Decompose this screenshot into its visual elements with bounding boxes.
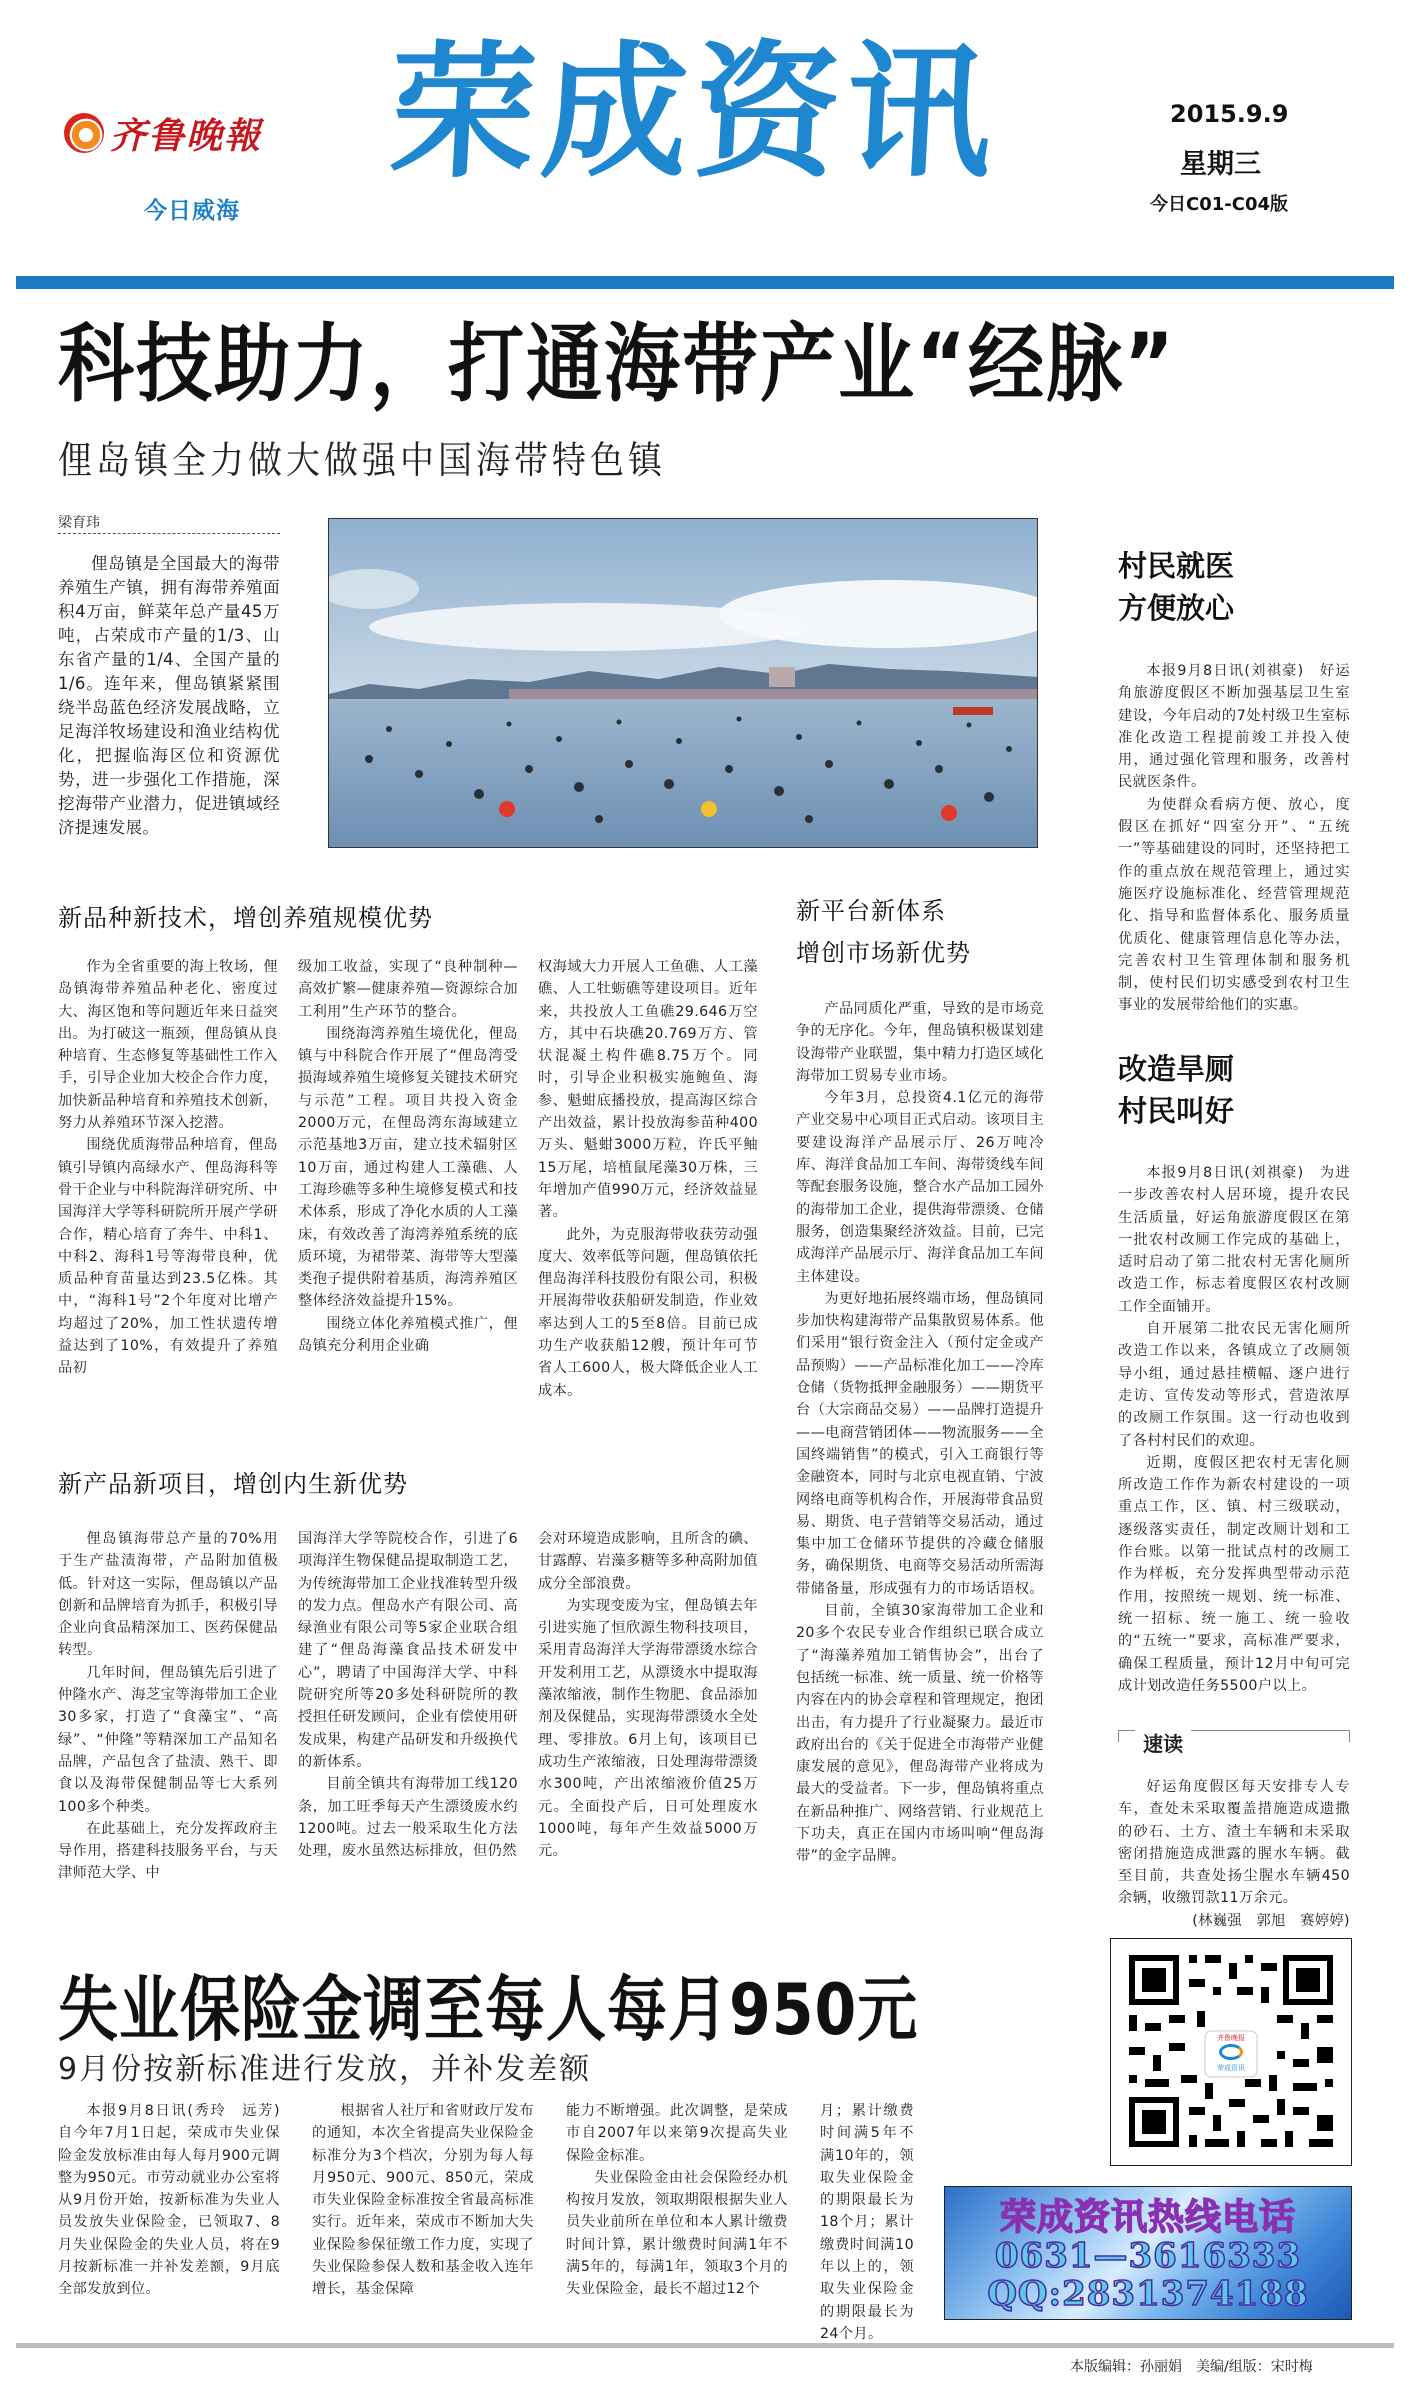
hotline-qq[interactable]: QQ:2831374188	[987, 2274, 1309, 2314]
quick-read-credit: (林巍强 郭旭 赛婷婷)	[1192, 1912, 1350, 1929]
section1-column-2	[298, 956, 518, 1357]
lead-headline: 科技助力，打通海带产业“经脉”	[58, 314, 1176, 414]
paragraph: 失业保险金由社会保险经办机构按月发放，领取期限根据失业人员失业前所在单位和本人累计缴费时间计算，累计缴费时间满1年不满5年的，每满1年，领取3个月的失业保险金，最长不超过12个	[566, 2169, 788, 2298]
sidebar-story1-title-line2: 方便放心	[1118, 591, 1235, 625]
second-column-3	[566, 2100, 788, 2301]
red-buoy	[941, 805, 957, 821]
paragraph: 目前全镇共有海带加工线120条，加工旺季每天产生漂烫废水约1200吨。过去一般采取生化方法处理，废水虽然达标排放，但仍然	[298, 1776, 518, 1860]
logo-text: 齐鲁晚報	[110, 114, 263, 157]
paragraph: 产品同质化严重，导致的是市场竞争的无序化。今年，俚岛镇积极谋划建设海带产业联盟，集中精力打造区域化海带加工贸易专业市场。	[796, 1001, 1044, 1084]
paragraph: 为使群众看病方便、放心，度假区在抓好“四室分开”、“五统一”等基础建设的同时，还坚持把工作的重点放在规范管理上，通过实施医疗设施标准化、经营管理规范化、指导和监督体系化、服务质量优质化、健康管理信息化等办法，完善农村卫生管理体制和服务机制，使村民们切实感受到农村卫生事业的发展带给他们的实惠。	[1118, 796, 1350, 1014]
section3-title	[796, 890, 971, 974]
paragraph: 自开展第二批农民无害化厕所改造工作以来，各镇成立了改厕领导小组，通过悬挂横幅、逐户进行走访、宣传发动等形式，营造浓厚的改厕工作氛围。这一行动也收到了各村村民们的欢迎。	[1118, 1321, 1350, 1449]
sidebar-story1-title	[1118, 545, 1234, 629]
paragraph: 俚岛镇海带总产量的70%用于生产盐渍海带，产品附加值极低。针对这一实际，俚岛镇以产品创新和品牌培育为抓手，积极引导企业向食品精深加工、医药保健品转型。	[58, 1531, 278, 1659]
paragraph: 几年时间，俚岛镇先后引进了仲隆水产、海芝宝等海带加工企业30多家，打造了“食藻宝”、“高绿”、“仲隆”等精深加工产品知名品牌，产品包含了盐渍、熟干、即食以及海带保健制品等七大系列100多个种类。	[58, 1664, 278, 1815]
issue-date: 2015.9.9	[1170, 100, 1289, 128]
hotline-phone[interactable]: 0631—3616333	[994, 2236, 1302, 2276]
issue-weekday: 星期三	[1180, 149, 1261, 180]
sidebar-story1-body	[1118, 660, 1350, 1017]
qr-code[interactable]	[1110, 1938, 1352, 2166]
paragraph: 根据省人社厅和省财政厅发布的通知，本次全省提高失业保险金标准分为3个档次，分别为每人每月950元、900元、850元，荣成市失业保险金标准按全省最高标准实行。近年来，荣成市不断加大失业保险参保征缴工作力度，实现了失业保险参保人数和基金收入连年增长，基金保障	[312, 2103, 534, 2298]
paragraph: 能力不断增强。此次调整，是荣成市自2007年以来第9次提高失业保险金标准。	[566, 2103, 788, 2164]
section2-column-3	[538, 1528, 758, 1862]
red-buoy	[499, 801, 515, 817]
sidebar-story2-title-line1: 改造旱厕	[1118, 1052, 1235, 1086]
paragraph: 为更好地拓展终端市场，俚岛镇同步加快构建海带产品集散贸易体系。他们采用“银行资金注入（预付定金或产品预购）——产品标准化加工——冷库仓储（货物抵押金融服务）——期货平台（大宗商品交易）——品牌打造提升——电商营销团体——物流服务——全国终端销售”的模式，引入工商银行等金融资本，同时与北京电视直销、宁波网络电商等机构合作，开展海带食品贸易、期货、电子营销等交易活动，通过集中加工仓储环节提供的冷藏仓储服务，确保期货、电商等交易活动所需海带储备量，形成强有力的市场话语权。	[796, 1290, 1044, 1597]
second-subheadline: 9月份按新标准进行发放，并补发差额	[58, 2052, 592, 2087]
quick-read-label: 速读	[1135, 1728, 1191, 1757]
editor-credit: 本版编辑：孙丽娟 美编/组版：宋时梅	[1070, 2359, 1313, 2375]
section3-title-line2: 增创市场新优势	[796, 939, 971, 967]
section3-column	[796, 998, 1044, 1868]
lead-subheadline: 俚岛镇全力做大做强中国海带特色镇	[58, 438, 666, 483]
paragraph: 近期，度假区把农村无害化厕所改造工作作为新农村建设的一项重点工作，区、镇、村三级联动，逐级落实责任，制定改厕计划和工作台账。以第一批试点村的改厕工作为样板，充分发挥典型带动示范作用，按照统一规划、统一标准、统一招标、统一施工、统一验收的“五统一”要求，高标准严要求，确保工程质量，预计12月中旬可完成计划改造任务5500户以上。	[1118, 1454, 1350, 1694]
seaweed-farm-photo	[328, 518, 1038, 848]
section-title: 荣成资讯	[385, 28, 1003, 198]
section1-column-3	[538, 956, 758, 1402]
paragraph: 国海洋大学等院校合作，引进了6项海洋生物保健品提取制造工艺，为传统海带加工企业找准转型升级的发力点。俚岛水产有限公司、高绿渔业有限公司等5家企业联合组建了“俚岛海藻食品技术研发中心”，聘请了中国海洋大学、中科院研究所等20多处科研院所的教授担任研发顾问，企业有偿使用研发成果，构建产品研发和升级换代的新体系。	[298, 1531, 518, 1770]
paragraph: 月；累计缴费时间满5年不满10年的，领取失业保险金的期限最长为18个月；累计缴费时间满10年以上的，领取失业保险金的期限最长为24个月。	[820, 2103, 914, 2342]
quick-read-body	[1118, 1776, 1350, 1932]
edition-label: 今日威海	[144, 198, 240, 224]
lead-intro-text: 俚岛镇是全国最大的海带养殖生产镇，拥有海带养殖面积4万亩，鲜菜年总产量45万吨，占荣成市产量的1/3、山东省产量的1/4、全国产量的1/6。连年来，俚岛镇紧紧围绕半岛蓝色经济发展战略，立足海洋牧场建设和渔业结构优化，把握临海区位和资源优势，进一步强化工作措施，深挖海带产业潜力，促进镇域经济提速发展。	[58, 554, 280, 837]
second-column-1	[58, 2100, 295, 2301]
paragraph: 今年3月，总投资4.1亿元的海带产业交易中心项目正式启动。该项目主要建设海洋产品展示厅、26万吨冷库、海洋食品加工车间、海带烫线车间等配套服务设施，整合水产品加工园外的海带加工企业，提供海带漂烫、仓储服务，创造集聚经济效益。目前，已完成海洋产品展示厅、海洋食品加工车间主体建设。	[796, 1090, 1044, 1285]
paragraph: 围绕海湾养殖生境优化，俚岛镇与中科院合作开展了“俚岛湾受损海域养殖生境修复关键技术研究与示范”工程。项目共投入资金2000万元，在俚岛湾东海域建立示范基地3万亩，建立技术辐射区10万亩，通过构建人工藻礁、人工海珍礁等多种生境修复模式和技术体系，形成了净化水质的人工藻床，有效改善了海湾养殖系统的底质环境，为裙带菜、海带等大型藻类孢子提供附着基质，海湾养殖区整体经济效益提升15%。	[298, 1025, 518, 1310]
byline: 梁育玮	[58, 515, 100, 531]
qr-center-logo-icon	[1219, 2044, 1243, 2060]
photo-illustration	[329, 519, 1038, 848]
yellow-buoy	[701, 801, 717, 817]
qr-center-label-top: 齐鲁晚报	[1217, 2034, 1245, 2042]
logo-swirl-icon	[64, 113, 104, 153]
quick-read-text: 好运角度假区每天安排专人专车，查处未采取覆盖措施造成遗撒的砂石、土方、渣土车辆和未采取密闭措施造成泄露的腥水车辆。截至目前，共查处扬尘腥水车辆450余辆，收缴罚款11万余元。	[1118, 1779, 1350, 1907]
paragraph: 本报9月8日讯(刘祺豪) 好运角旅游度假区不断加强基层卫生室建设，今年启动的7处村级卫生室标准化改造工程提前竣工并投入使用，通过强化管理和服务，改善村民就医条件。	[1118, 663, 1350, 791]
hotline-title: 荣成资讯热线电话	[999, 2196, 1296, 2238]
paragraph: 作为全省重要的海上牧场，俚岛镇海带养殖品种老化、密度过大、海区饱和等问题近年来日益突出。为打破这一瓶颈，俚岛镇从良种培育、生态修复等基础性工作入手，引导企业加大校企合作力度，加快新品种培育和养殖技术创新，努力从养殖环节深入挖潜。	[58, 959, 278, 1132]
hotline-banner	[944, 2186, 1352, 2320]
section2-title: 新产品新项目，增创内生新优势	[58, 1470, 408, 1498]
qr-center-label-bottom: 荣成资讯	[1217, 2064, 1245, 2072]
section2-column-1	[58, 1528, 278, 1885]
lead-intro	[58, 552, 280, 840]
sidebar-story1-title-line1: 村民就医	[1118, 549, 1235, 583]
second-column-2	[312, 2100, 534, 2301]
paragraph: 权海域大力开展人工鱼礁、人工藻礁、人工牡蛎礁等建设项目。近年来，共投放人工鱼礁29.646万空方，其中石块礁20.769万方、管状混凝土构件礁8.75万个。同时，引导企业积极实施鲍鱼、海参、魁蚶底播投放，提高海区综合产出效益，累计投放海参苗种400万头、魁蚶3000万粒，许氏平鲉15万尾，培植鼠尾藻30万株，三年增加产值990万元，经济效益显著。	[538, 959, 758, 1221]
section1-column-1	[58, 956, 278, 1380]
paragraph: 为实现变废为宝，俚岛镇去年引进实施了恒欣源生物科技项目，采用青岛海洋大学海带漂烫水综合开发利用工艺，从漂烫水中提取海藻浓缩液，制作生物肥、食品添加剂及保健品，实现海带漂烫水全处理、零排放。6月上旬，该项目已成功生产浓缩液，日处理海带漂烫水300吨，产出浓缩液价值25万元。全面投产后，日可处理废水1000吨，每年产生效益5000万元。	[538, 1597, 758, 1860]
paragraph: 此外，为克服海带收获劳动强度大、效率低等问题，俚岛镇依托俚岛海洋科技股份有限公司，积极开展海带收获船研发制造，作业效率达到人工的5至8倍。目前已成功生产收获船12艘，预计年可节省人工600人，极大降低企业人工成本。	[538, 1226, 758, 1399]
paragraph: 围绕优质海带品种培育，俚岛镇引导镇内高绿水产、俚岛海科等骨干企业与中科院海洋研究所、中国海洋大学等科研院所开展产学研合作，精心培育了奔牛、中科1、中科2、海科1号等海带良种，优质品种育苗量达到23.5亿株。其中，“海科1号”2个年度对比增产均超过了20%，加工性状遗传增益达到了10%，有效提升了养殖品初	[58, 1137, 278, 1377]
footer-divider	[16, 2343, 1394, 2348]
section3-title-line1: 新平台新体系	[796, 897, 946, 925]
sidebar-story2-body	[1118, 1162, 1350, 1697]
second-column-4	[820, 2100, 914, 2345]
paragraph: 围绕立体化养殖模式推广，俚岛镇充分利用企业确	[298, 1315, 518, 1355]
masthead-divider	[16, 276, 1394, 289]
paragraph: 级加工收益，实现了“良种制种—高效扩繁—健康养殖—资源综合加工利用”生产环节的整合。	[298, 959, 518, 1020]
paragraph: 本报9月8日讯(刘祺豪) 为进一步改善农村人居环境，提升农民生活质量，好运角旅游度假区在第一批农村改厕工作完成的基础上，适时启动了第二批农村无害化厕所改造工作，标志着度假区农村改厕工作全面铺开。	[1118, 1165, 1350, 1315]
newspaper-logo	[64, 108, 314, 158]
second-headline: 失业保险金调至每人每月950元	[58, 1969, 919, 2052]
section1-title: 新品种新技术，增创养殖规模优势	[58, 904, 433, 932]
sidebar-story2-title-line2: 村民叫好	[1118, 1094, 1235, 1128]
paragraph: 本报9月8日讯(秀玲 远芳) 自今年7月1日起，荣成市失业保险金发放标准由每人每月900元调整为950元。市劳动就业办公室将从9月份开始，按新标准为失业人员发放失业保险金，已领取7、8月失业保险金的失业人员，将在9月按新标准一并补发差额，9月底全部发放到位。	[58, 2103, 295, 2298]
sidebar-story2-title	[1118, 1048, 1234, 1132]
paragraph: 在此基础上，充分发挥政府主导作用，搭建科技服务平台，与天津师范大学、中	[58, 1820, 278, 1882]
byline-divider	[58, 533, 280, 534]
paragraph: 会对环境造成影响，且所含的碘、甘露醇、岩藻多糖等多种高附加值成分全部浪费。	[538, 1531, 758, 1592]
paragraph: 目前，全镇30家海带加工企业和20多个农民专业合作组织已联合成立了“海藻养殖加工销售协会”，出台了包括统一标准、统一质量、统一价格等内容在内的协会章程和管理规定，抱团出击，有力提升了行业凝聚力。最近市政府出台的《关于促进全市海带产业健康发展的意见》，俚岛海带产业将成为最大的受益者。下一步，俚岛镇将重点在新品种推广、网络营销、行业规范上下功夫，真正在国内市场叫响“俚岛海带”的金字品牌。	[796, 1603, 1044, 1865]
edition-range: 今日C01-C04版	[1150, 194, 1288, 215]
section2-column-2	[298, 1528, 518, 1862]
